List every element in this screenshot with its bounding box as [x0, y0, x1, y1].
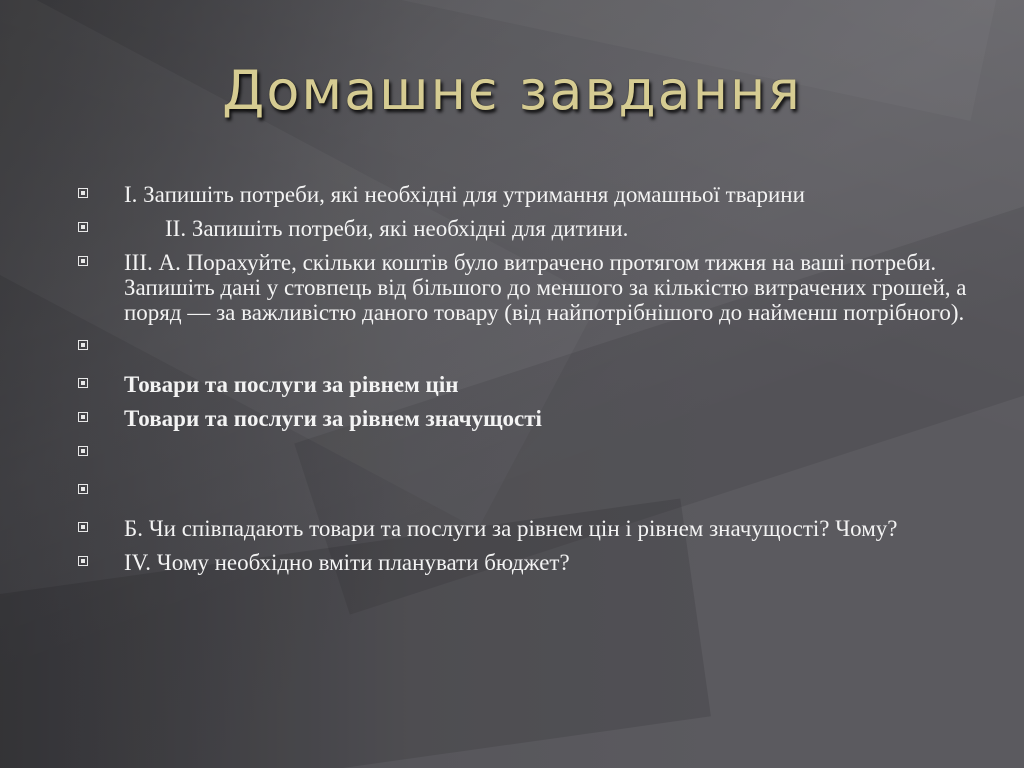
square-bullet-icon: [78, 412, 88, 422]
list-item: [78, 216, 978, 241]
bullet-list: [78, 182, 978, 584]
square-bullet-icon: [78, 340, 88, 350]
list-item: [78, 334, 978, 359]
list-item: [78, 250, 978, 325]
list-item: [78, 372, 978, 397]
list-item-text: [124, 334, 978, 359]
square-bullet-icon: [78, 222, 88, 232]
list-item-text: Б. Чи співпадають товари та послуги за рівнем цін і рівнем значущості? Чому?: [124, 516, 898, 541]
list-item-text: ІІІ. А. Порахуйте, скільки коштів було витрачено протягом тижня на ваші потреби. Запишіть дані у стовпець від більшого до меншого за кількістю витрачених грошей, а поряд — за важливістю даного товару (від найпотрібнішого до найменш потрібного).: [124, 250, 967, 325]
square-bullet-icon: [78, 188, 88, 198]
list-item-text: IV. Чому необхідно вміти планувати бюджет?: [124, 550, 570, 575]
list-item: [78, 516, 978, 541]
square-bullet-icon: [78, 556, 88, 566]
list-item: [78, 182, 978, 207]
list-item-text: І. Запишіть потреби, які необхідні для утримання домашньої тварини: [124, 182, 805, 207]
list-item: [78, 550, 978, 575]
square-bullet-icon: [78, 484, 88, 494]
list-item-text: ІІ. Запишіть потреби, які необхідні для дитини.: [165, 216, 629, 241]
list-item: [78, 440, 978, 465]
list-item-text: Товари та послуги за рівнем цін: [124, 372, 459, 397]
list-item: [78, 478, 978, 503]
square-bullet-icon: [78, 256, 88, 266]
list-item-text: Товари та послуги за рівнем значущості: [124, 406, 542, 431]
slide-title: Домашнє завдання: [222, 59, 802, 122]
list-item-text: [124, 440, 978, 465]
list-item-text: [124, 478, 978, 503]
square-bullet-icon: [78, 378, 88, 388]
square-bullet-icon: [78, 446, 88, 456]
square-bullet-icon: [78, 522, 88, 532]
list-item: [78, 406, 978, 431]
